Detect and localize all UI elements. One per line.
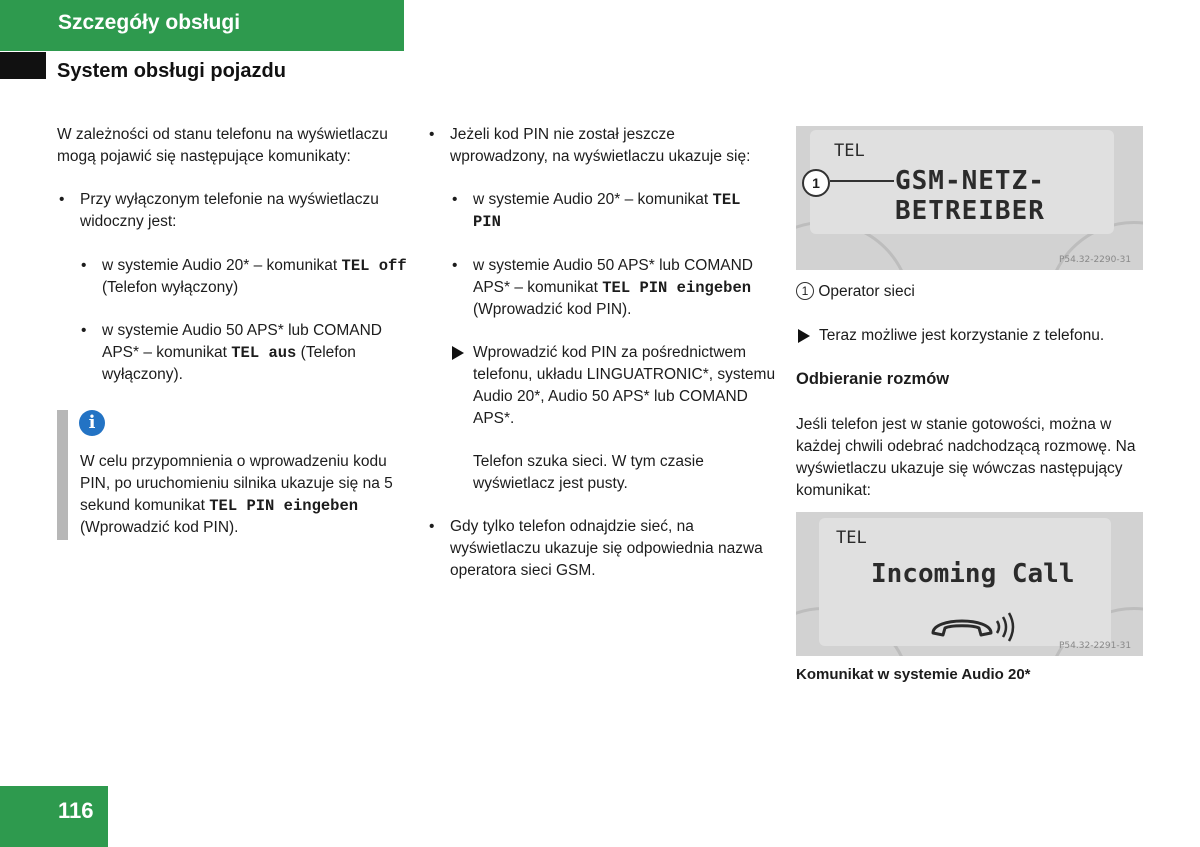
bullet-text: (Wprowadzić kod PIN). <box>473 301 632 318</box>
step-note: Telefon szuka sieci. W tym czasie wyświetlacz jest pusty. <box>473 453 704 492</box>
bullet-audio20-off <box>102 255 407 299</box>
figure-caption: Komunikat w systemie Audio 20* <box>796 666 1031 683</box>
figure-legend <box>796 281 1146 303</box>
display-image-operator <box>796 126 1143 270</box>
display-code: TEL PIN <box>473 191 741 231</box>
info-text-part: (Wprowadzić kod PIN). <box>80 519 239 536</box>
legend-text: Operator sieci <box>818 283 915 300</box>
display-code: TEL off <box>341 257 407 275</box>
bullet-pin-not-entered <box>450 124 776 168</box>
display-code: TEL aus <box>231 344 297 362</box>
callout-number: 1 <box>802 169 830 197</box>
lcd-tel-label: TEL <box>836 528 867 548</box>
bullet-text: Przy wyłączonym telefonie na wyświetlaczu widoczny jest: <box>80 191 379 230</box>
chapter-title: Szczegóły obsługi <box>58 11 241 34</box>
step-phone-ready <box>819 325 1149 347</box>
lcd-line-1: GSM-NETZ- <box>895 166 1045 196</box>
bullet-audio50-off <box>102 320 407 386</box>
display-code: TEL PIN eingeben <box>209 497 359 515</box>
info-text <box>80 451 406 539</box>
page-number: 116 <box>58 798 94 823</box>
step-text: Wprowadzić kod PIN za pośrednictwem telefonu, układu LINGUATRONIC*, systemu Audio 20*, Audio 50 APS* lub COMAND APS*. <box>473 344 776 427</box>
bullet-audio50-pin <box>473 255 776 321</box>
bullet-text: Gdy tylko telefon odnajdzie sieć, na wyświetlaczu ukazuje się odpowiednia nazwa operatora sieci GSM. <box>450 518 763 579</box>
legend-number: 1 <box>796 282 814 300</box>
bullet-text: (Telefon wyłączony) <box>102 279 239 296</box>
display-code: TEL PIN eingeben <box>602 279 752 297</box>
bullet-text: w systemie Audio 50 APS* lub COMAND APS* – komunikat <box>102 322 382 361</box>
receive-call-paragraph: Jeśli telefon jest w stanie gotowości, można w każdej chwili odebrać nadchodzącą rozmowę. Na wyświetlaczu ukazuje się wówczas następujący komunikat: <box>796 416 1136 499</box>
bullet-phone-off <box>80 189 405 233</box>
phone-icon <box>929 607 1021 643</box>
info-box-bar <box>57 410 68 540</box>
display-image-incoming-call <box>796 512 1143 656</box>
step-text: Teraz możliwe jest korzystanie z telefonu. <box>819 327 1105 344</box>
info-text-part: W celu przypomnienia o wprowadzeniu kodu PIN, po uruchomieniu silnika ukazuje się na 5 sekund komunikat <box>80 453 393 514</box>
bullet-network-found <box>450 516 776 582</box>
bullet-text: Jeżeli kod PIN nie został jeszcze wprowadzony, na wyświetlaczu ukazuje się: <box>450 126 751 165</box>
lcd-tel-label: TEL <box>834 141 865 161</box>
bullet-text: w systemie Audio 20* – komunikat <box>473 191 713 208</box>
section-title: System obsługi pojazdu <box>57 60 286 82</box>
callout-line <box>830 180 894 182</box>
intro-paragraph: W zależności od stanu telefonu na wyświetlaczu mogą pojawić się następujące komunikaty: <box>57 126 388 165</box>
bullet-text: (Telefon wyłączony). <box>102 344 356 383</box>
section-marker <box>0 52 46 79</box>
info-icon: i <box>79 410 105 436</box>
lcd-line-2: BETREIBER <box>895 196 1045 226</box>
figure-code: P54.32-2291-31 <box>1059 641 1132 651</box>
subsection-heading: Odbieranie rozmów <box>796 370 950 388</box>
figure-code: P54.32-2290-31 <box>1059 255 1132 265</box>
bullet-audio20-pin <box>473 189 776 233</box>
bullet-text: w systemie Audio 20* – komunikat <box>102 257 342 274</box>
step-enter-pin <box>473 342 776 430</box>
lcd-incoming-call: Incoming Call <box>871 559 1075 589</box>
bullet-text: w systemie Audio 50 APS* lub COMAND APS* – komunikat <box>473 257 753 296</box>
